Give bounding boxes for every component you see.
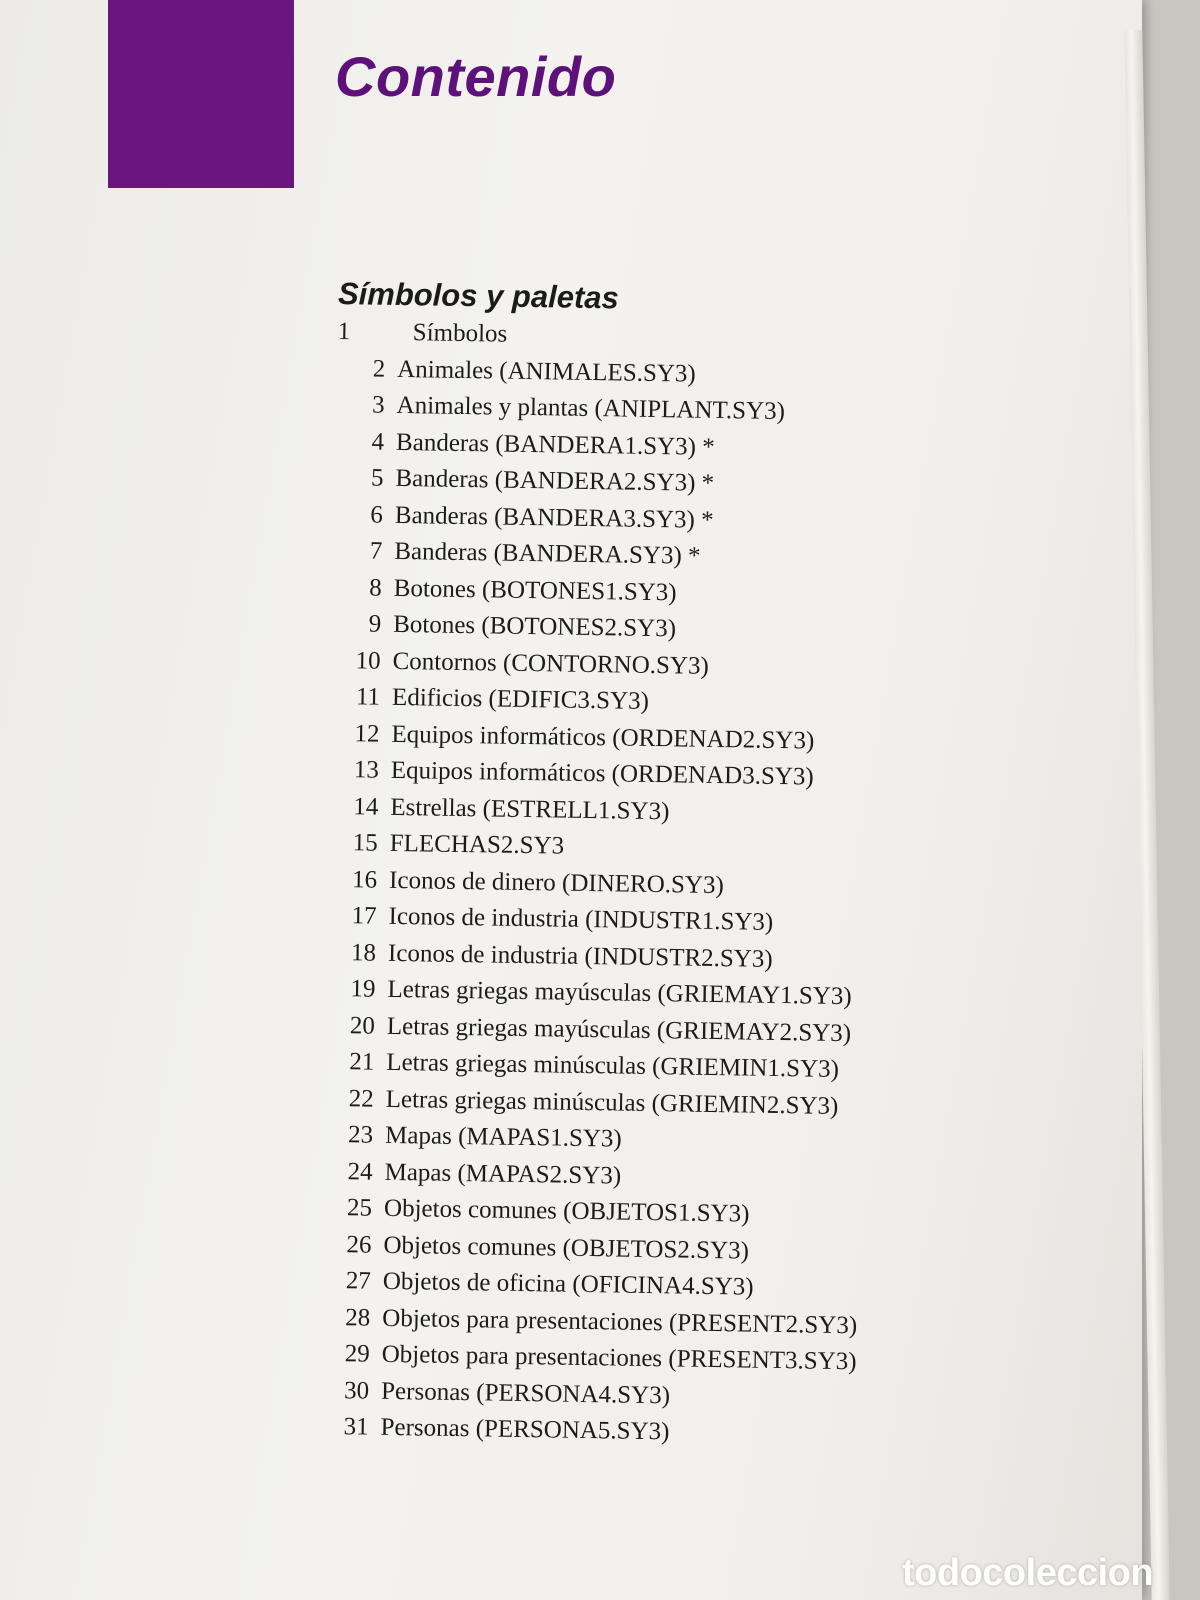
toc-entry-number: 28 — [345, 1303, 371, 1332]
toc-entry-label: Animales (ANIMALES.SY3) — [396, 355, 696, 388]
toc-entry-number: 3 — [371, 391, 385, 419]
toc-entry-label: Letras griegas mayúsculas (GRIEMAY2.SY3) — [386, 1012, 852, 1047]
toc-entry-label: Equipos informáticos (ORDENAD3.SY3) — [390, 756, 814, 791]
toc-entry-number: 23 — [347, 1121, 374, 1149]
table-of-contents — [320, 318, 873, 1458]
toc-entry-label: Símbolos — [412, 319, 508, 348]
toc-entry-label: Banderas (BANDERA.SY3) * — [394, 537, 701, 570]
toc-entry-number: 7 — [369, 537, 383, 565]
toc-entry-number: 11 — [355, 683, 381, 711]
toc-entry-label: Contornos (CONTORNO.SY3) — [392, 647, 710, 680]
toc-entry-number: 29 — [344, 1340, 370, 1368]
toc-entry-number: 10 — [355, 646, 381, 675]
toc-entry-label: Letras griegas minúsculas (GRIEMIN2.SY3) — [385, 1085, 839, 1120]
toc-entry-number: 18 — [350, 938, 377, 967]
toc-entry-number: 5 — [370, 464, 384, 492]
toc-entry-label: Objetos de oficina (OFICINA4.SY3) — [382, 1267, 754, 1301]
toc-entry-number: 2 — [372, 355, 386, 383]
page-title: Contenido — [335, 45, 617, 108]
toc-entry-number: 31 — [343, 1413, 369, 1441]
toc-entry-number: 24 — [347, 1157, 373, 1186]
toc-entry-label: Iconos de industria (INDUSTR2.SY3) — [387, 939, 773, 973]
toc-entry-label: FLECHAS2.SY3 — [389, 829, 565, 860]
toc-entry-label: Estrellas (ESTRELL1.SY3) — [390, 793, 670, 825]
toc-entry-number: 15 — [352, 829, 378, 857]
toc-entry-number: 26 — [346, 1230, 372, 1259]
toc-entry-label: Objetos comunes (OBJETOS2.SY3) — [383, 1231, 750, 1265]
toc-entry-number: 8 — [369, 574, 382, 602]
toc-entry-number: 6 — [370, 501, 384, 529]
toc-entry-number: 27 — [345, 1267, 372, 1295]
toc-entry-label: Personas (PERSONA4.SY3) — [380, 1377, 671, 1409]
toc-entry-label: Animales y plantas (ANIPLANT.SY3) — [396, 391, 786, 426]
toc-entry-number: 1 — [337, 318, 351, 346]
purple-accent-block — [108, 0, 294, 188]
toc-entry-label: Mapas (MAPAS2.SY3) — [384, 1158, 622, 1190]
toc-entry-label: Banderas (BANDERA1.SY3) * — [395, 428, 715, 461]
toc-entry-label: Letras griegas mayúsculas (GRIEMAY1.SY3) — [387, 975, 852, 1011]
toc-entry-label: Banderas (BANDERA3.SY3) * — [394, 501, 714, 534]
toc-entry-number: 14 — [353, 792, 379, 821]
toc-entry-label: Edificios (EDIFIC3.SY3) — [391, 683, 650, 715]
toc-entry-label: Objetos para presentaciones (PRESENT3.SY3) — [381, 1340, 857, 1376]
toc-entry-number: 17 — [351, 902, 377, 930]
toc-entry-label: Mapas (MAPAS1.SY3) — [384, 1121, 622, 1153]
toc-entry-label: Banderas (BANDERA2.SY3) * — [395, 464, 715, 497]
toc-entry-number: 25 — [346, 1194, 373, 1222]
toc-entry-number: 13 — [353, 756, 380, 784]
toc-entry-label: Botones (BOTONES2.SY3) — [392, 610, 677, 643]
toc-entry — [320, 1413, 855, 1458]
toc-entry-number: 9 — [368, 610, 382, 638]
toc-entry-label: Iconos de industria (INDUSTR1.SY3) — [388, 902, 774, 936]
toc-entry-number: 12 — [354, 719, 380, 748]
toc-entry-label: Letras griegas minúsculas (GRIEMIN1.SY3) — [386, 1048, 840, 1083]
toc-entry-number: 21 — [349, 1048, 375, 1076]
toc-entry-number: 20 — [349, 1011, 376, 1040]
toc-entry-label: Iconos de dinero (DINERO.SY3) — [388, 866, 725, 899]
toc-entry-number: 30 — [343, 1376, 370, 1405]
toc-entry-label: Botones (BOTONES1.SY3) — [393, 574, 677, 606]
toc-entry-number: 22 — [348, 1084, 374, 1113]
toc-entry-number: 19 — [350, 975, 376, 1003]
watermark-logo: todocoleccion — [902, 1552, 1154, 1594]
toc-entry-number: 4 — [371, 428, 385, 456]
toc-entry-label: Personas (PERSONA5.SY3) — [380, 1413, 670, 1446]
toc-entry-label: Equipos informáticos (ORDENAD2.SY3) — [391, 720, 815, 755]
toc-entry-label: Objetos comunes (OBJETOS1.SY3) — [383, 1194, 750, 1228]
toc-entry-number: 16 — [351, 865, 378, 894]
toc-entry-label: Objetos para presentaciones (PRESENT2.SY3) — [382, 1304, 858, 1339]
section-title: Símbolos y paletas — [337, 276, 620, 316]
